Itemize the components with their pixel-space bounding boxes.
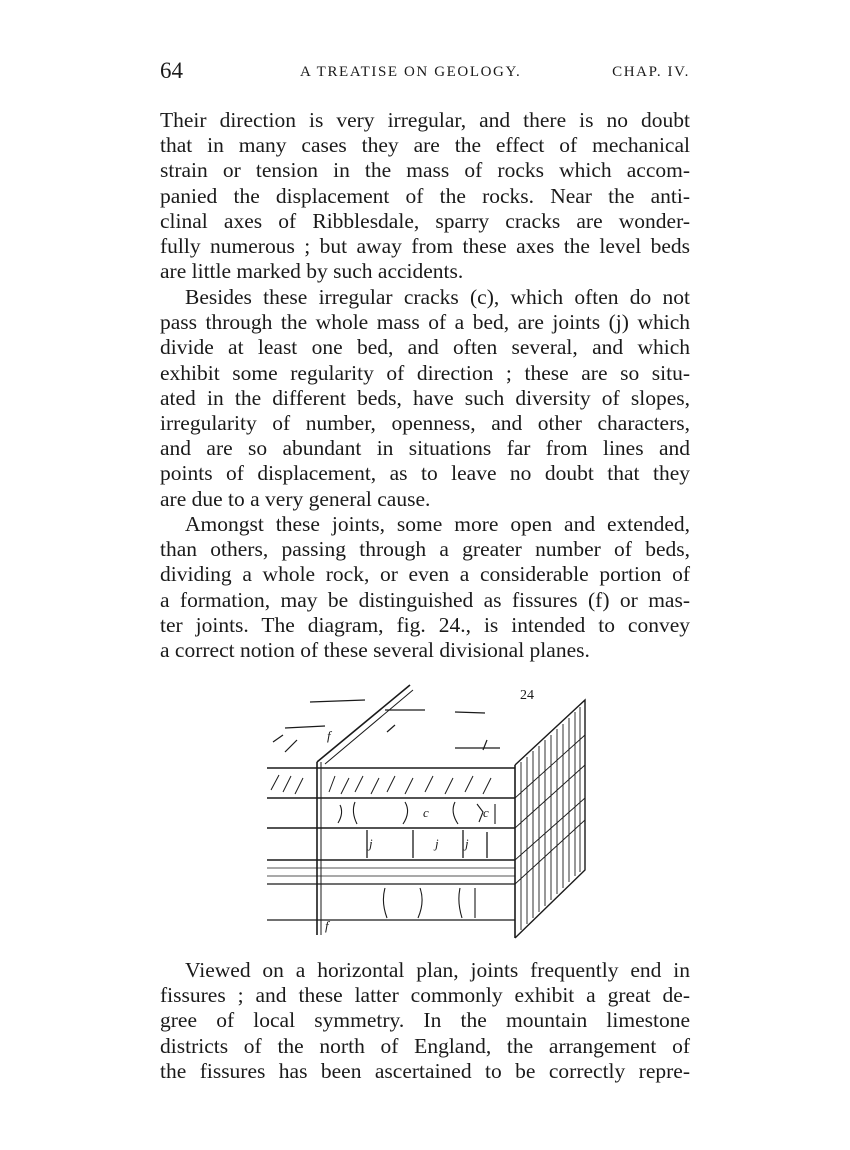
- text-line: Viewed on a horizontal plan, joints frequently end in: [185, 958, 690, 982]
- text-line: strain or tension in the mass of rocks which accom-: [160, 158, 690, 183]
- text-line: gree of local symmetry. In the mountain limestone: [160, 1008, 690, 1033]
- top-sketch-line: [273, 735, 283, 742]
- text-line: Besides these irregular cracks (c), which often do not: [185, 285, 690, 309]
- crack-hatching: [271, 775, 491, 794]
- text-line: irregularity of number, openness, and other characters,: [160, 410, 690, 435]
- text-line: fully numerous ; but away from these axes the level beds: [160, 233, 690, 258]
- text-line: divide at least one bed, and often several, and which: [160, 335, 690, 360]
- paragraph-3: [160, 512, 690, 663]
- text-line: pass through the whole mass of a bed, are joints (j) which: [160, 310, 690, 335]
- text-line: the fissures has been ascertained to be correctly repre-: [160, 1058, 690, 1083]
- text-line: panied the displacement of the rocks. Near the anti-: [160, 183, 690, 208]
- label-f-top: f: [327, 728, 331, 743]
- text-line: exhibit some regularity of direction ; these are so situ-: [160, 360, 690, 385]
- running-title: A TREATISE ON GEOLOGY.: [300, 64, 522, 80]
- text-line: fissures ; and these latter commonly exhibit a great de-: [160, 983, 690, 1008]
- text-line: are little marked by such accidents.: [160, 259, 464, 284]
- label-f-bottom: f: [325, 918, 329, 933]
- label-c: c: [423, 805, 429, 820]
- figure-number: 24: [520, 688, 534, 703]
- text-line: ter joints. The diagram, fig. 24., is intended to convey: [160, 612, 690, 637]
- label-c: c: [483, 805, 489, 820]
- text-line: a correct notion of these several divisional planes.: [160, 637, 590, 662]
- page-number: 64: [160, 58, 183, 83]
- chapter-label: CHAP. IV.: [612, 64, 690, 80]
- top-sketch-line: [310, 700, 365, 702]
- text-line: are due to a very general cause.: [160, 486, 431, 511]
- text-line: dividing a whole rock, or even a considerable portion of: [160, 562, 690, 587]
- text-line: Their direction is very irregular, and there is no doubt: [160, 108, 690, 132]
- text-line: districts of the north of England, the arrangement of: [160, 1033, 690, 1058]
- label-j: j: [369, 836, 373, 851]
- fissure-top-line: [317, 685, 410, 762]
- top-sketch-line: [285, 740, 297, 752]
- joint-lines: [367, 830, 487, 858]
- text-line: that in many cases they are the effect of mechanical: [160, 133, 690, 158]
- geology-block-diagram: [255, 680, 600, 945]
- paragraph-2: [160, 285, 690, 512]
- text-line: ated in the different beds, have such diversity of slopes,: [160, 385, 690, 410]
- label-j: j: [435, 836, 439, 851]
- label-j: j: [465, 836, 469, 851]
- paragraph-1: [160, 108, 690, 284]
- top-sketch-line: [285, 726, 325, 728]
- text-line: clinal axes of Ribblesdale, sparry cracks are wonder-: [160, 208, 690, 233]
- irregular-cracks: [338, 802, 495, 824]
- joint-lines-lower: [383, 888, 475, 918]
- paragraph-4: [160, 958, 690, 1084]
- side-face-hatching: [515, 707, 585, 930]
- text-line: a formation, may be distinguished as fissures (f) or mas-: [160, 587, 690, 612]
- text-line: points of displacement, as to leave no doubt that they: [160, 461, 690, 486]
- block-diagram-svg: [255, 680, 600, 945]
- running-header: [160, 58, 690, 86]
- top-sketch-line: [455, 712, 485, 713]
- text-line: Amongst these joints, some more open and extended,: [185, 512, 690, 536]
- top-sketch-line: [387, 725, 395, 732]
- text-line: than others, passing through a greater number of beds,: [160, 537, 690, 562]
- text-line: and are so abundant in situations far from lines and: [160, 436, 690, 461]
